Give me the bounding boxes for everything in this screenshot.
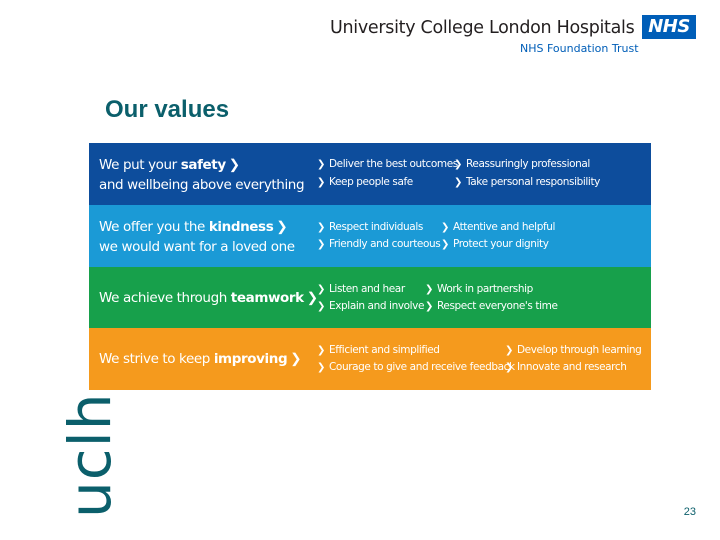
chevron-right-icon: ❯ — [290, 351, 302, 367]
value-keyword: kindness — [208, 219, 274, 235]
behaviour-item: ❯ Deliver the best outcomes — [317, 156, 458, 173]
uclh-brand-mark — [10, 392, 124, 524]
chevron-right-icon: ❯ — [228, 157, 240, 173]
behaviour-item: ❯ Attentive and helpful — [441, 219, 555, 236]
value-statement: We achieve through teamwork ❯ — [99, 290, 318, 306]
behaviour-item: ❯ Protect your dignity — [441, 236, 549, 253]
values-panel — [89, 143, 651, 390]
chevron-right-icon: ❯ — [306, 290, 318, 306]
behaviour-item: ❯ Explain and involve — [317, 298, 424, 315]
behaviour-item: ❯ Courage to give and receive feedback — [317, 359, 515, 376]
value-keyword: teamwork — [230, 290, 304, 306]
behaviour-item: ❯ Friendly and courteous — [317, 236, 440, 253]
behaviour-item: ❯ Work in partnership — [425, 281, 533, 298]
slide-title: Our values — [105, 96, 230, 123]
value-row-safety — [89, 143, 651, 205]
behaviour-item: ❯ Keep people safe — [317, 174, 413, 191]
value-statement: We offer you the kindness ❯ we would want for a loved one — [99, 219, 295, 255]
behaviour-item: ❯ Reassuringly professional — [454, 156, 590, 173]
organisation-name: University College London Hospitals — [330, 18, 635, 38]
behaviour-item: ❯ Develop through learning — [505, 342, 641, 359]
organisation-subtitle: NHS Foundation Trust — [520, 42, 639, 55]
uclh-logo-text: uclh — [56, 392, 124, 518]
value-statement: We put your safety ❯ and wellbeing above everything — [99, 157, 305, 193]
behaviour-item: ❯ Respect individuals — [317, 219, 423, 236]
value-keyword: improving — [213, 351, 288, 367]
page-number: 23 — [683, 506, 696, 518]
nhs-logo: NHS — [642, 15, 696, 39]
value-row-improving — [89, 328, 651, 390]
slide-header — [0, 0, 720, 60]
value-statement: We strive to keep improving ❯ — [99, 351, 302, 367]
value-keyword: safety — [180, 157, 226, 173]
behaviour-item: ❯ Innovate and research — [505, 359, 627, 376]
behaviour-item: ❯ Efficient and simplified — [317, 342, 440, 359]
behaviour-item: ❯ Take personal responsibility — [454, 174, 600, 191]
value-row-kindness — [89, 205, 651, 267]
behaviour-item: ❯ Listen and hear — [317, 281, 405, 298]
value-row-teamwork — [89, 267, 651, 328]
chevron-right-icon: ❯ — [276, 219, 288, 235]
behaviour-item: ❯ Respect everyone's time — [425, 298, 558, 315]
